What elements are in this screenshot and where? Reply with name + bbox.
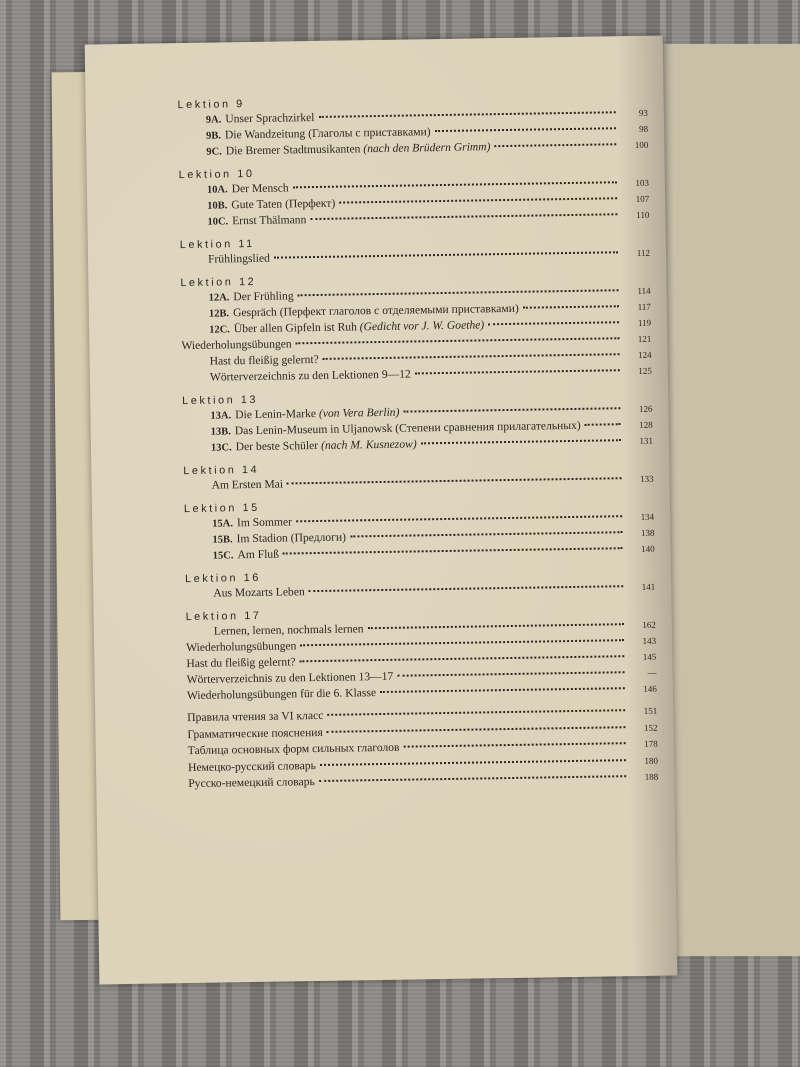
entry-title-text: Hast du fleißig gelernt? <box>186 655 296 671</box>
dot-leader <box>298 288 619 296</box>
page-number: 98 <box>638 123 649 134</box>
entry-title <box>187 724 323 742</box>
entry-number: 10C. <box>207 216 229 228</box>
dot-leader <box>397 670 624 677</box>
lesson-heading: Lektion 13 <box>182 393 259 408</box>
dot-leader <box>415 368 620 374</box>
page-number: 100 <box>634 139 649 150</box>
dot-leader <box>523 304 619 309</box>
page-number: 117 <box>637 301 651 312</box>
page-number: 131 <box>639 435 654 446</box>
page-number: 180 <box>644 755 659 766</box>
entry-number: 9C. <box>206 146 222 158</box>
entry-title-text: Hast du fleißig gelernt? <box>209 352 319 368</box>
entry-title <box>214 621 364 639</box>
page-number: 128 <box>639 419 653 430</box>
page-number: 134 <box>640 511 655 522</box>
entry-title <box>213 584 305 601</box>
dot-leader <box>403 741 625 747</box>
entry-title <box>208 251 270 268</box>
entry-title-text: Die Bremer Stadtmusikanten <box>225 142 361 158</box>
entry-author-note: (nach M. Kusnezow) <box>320 437 417 452</box>
entry-title-text: Немецко-русский словарь <box>187 758 316 774</box>
entry-title-text: Am Fluß <box>237 547 280 562</box>
entry-title-text: Правила чтения за VI класс <box>187 708 324 725</box>
dot-leader <box>327 708 625 716</box>
entry-number: 9A. <box>205 114 222 126</box>
page-number: — <box>647 667 657 678</box>
entry-title-text: Der beste Schüler <box>235 438 319 454</box>
dot-leader <box>296 514 622 522</box>
page-number: 125 <box>638 365 652 376</box>
dot-leader <box>350 530 622 537</box>
entry-title-text: Der Mensch <box>231 181 289 196</box>
page-number: 110 <box>636 209 650 220</box>
entry-title-text: Unser Sprachzirkel <box>225 110 315 126</box>
page-number: 133 <box>639 473 654 484</box>
entry-title <box>187 708 323 726</box>
entry-title <box>210 352 319 370</box>
lesson-heading: Lektion 14 <box>183 463 260 478</box>
entry-title <box>186 654 295 672</box>
entry-title-text: Die Lenin-Marke <box>235 407 317 422</box>
page-number: 93 <box>638 107 648 118</box>
entry-title-text: Gespräch (Перфект глаголов с отделяемыми приставками) <box>232 301 519 320</box>
dot-leader <box>300 638 624 646</box>
dot-leader <box>585 422 621 426</box>
dot-leader <box>327 725 626 733</box>
entry-title-text: Der Frühling <box>233 289 294 304</box>
entry-number: 12C. <box>209 324 230 336</box>
entry-title <box>212 530 346 549</box>
lesson-heading: Lektion 10 <box>178 167 255 182</box>
dot-leader <box>403 406 620 412</box>
page-number: 112 <box>636 247 651 258</box>
page-number: 151 <box>643 705 658 716</box>
dot-leader <box>293 180 617 188</box>
lesson-heading: Lektion 17 <box>185 609 262 624</box>
lesson-heading: Lektion 9 <box>177 98 245 112</box>
page-number: 141 <box>641 581 656 592</box>
dot-leader <box>421 438 621 444</box>
dot-leader <box>287 476 622 484</box>
entry-number: 10B. <box>207 200 228 212</box>
dot-leader <box>435 126 616 132</box>
entry-author-note: (nach den Brüdern Grimm) <box>363 140 491 156</box>
dot-leader <box>368 622 624 629</box>
entry-title-text: Aus Mozarts Leben <box>213 585 305 600</box>
entry-title-text: Таблица основных форм сильных глаголов <box>187 740 400 758</box>
dot-leader <box>320 758 626 766</box>
entry-title-text: Wiederholungsübungen für die 6. Klasse <box>186 686 377 703</box>
entry-number: 15C. <box>212 550 234 562</box>
lesson-heading: Lektion 16 <box>184 571 261 586</box>
dot-leader <box>299 654 624 662</box>
entry-number: 13C. <box>210 442 232 454</box>
entry-title-text: Das Lenin-Museum in Uljanowsk (Степени сравнения прилагательных) <box>234 418 581 438</box>
entry-title-text: Die Wandzeitung (Глаголы с приставками) <box>224 125 431 142</box>
page-number: 143 <box>642 635 657 646</box>
entry-title-text: Über allen Gipfeln ist Ruh <box>233 320 357 336</box>
dot-leader <box>488 320 619 325</box>
page-number: 124 <box>638 349 652 360</box>
entry-title <box>211 436 417 456</box>
entry-number: 15A. <box>212 518 234 530</box>
page-number: 103 <box>635 177 649 188</box>
entry-title <box>211 477 283 494</box>
entry-title <box>181 336 292 354</box>
page-number: 107 <box>635 193 650 204</box>
page-number: 146 <box>643 683 657 694</box>
entry-title <box>210 367 411 386</box>
entry-title <box>186 638 297 656</box>
page-number: 178 <box>644 738 658 749</box>
page-number: 188 <box>644 771 659 782</box>
entry-title-text: Lernen, lernen, nochmals lernen <box>213 622 364 638</box>
entry-title <box>188 740 400 759</box>
entry-title <box>213 547 280 565</box>
entry-number: 9B. <box>206 130 222 142</box>
dot-leader <box>494 142 616 147</box>
entry-title-text: Wörterverzeichnis zu den Lektionen 13—17 <box>186 669 394 687</box>
lesson-heading: Lektion 12 <box>180 275 257 290</box>
entry-title-text: Wiederholungsübungen <box>181 337 292 353</box>
page-number: 126 <box>638 403 653 414</box>
dot-leader <box>310 212 617 220</box>
dot-leader <box>319 774 627 782</box>
page-number: 138 <box>640 527 655 538</box>
lesson-heading: Lektion 15 <box>183 501 260 516</box>
page-number: 152 <box>643 722 658 733</box>
dot-leader <box>274 250 618 258</box>
dot-leader <box>309 584 624 592</box>
page-number: 162 <box>642 619 656 630</box>
entry-title-text: Gute Taten (Перфект) <box>231 196 336 212</box>
entry-number: 10A. <box>206 184 228 196</box>
dot-leader <box>283 546 623 554</box>
entry-number: 12B. <box>208 308 230 320</box>
dot-leader <box>296 336 620 344</box>
page-number: 114 <box>637 285 651 296</box>
page-number: 119 <box>637 317 652 328</box>
entry-title-text: Грамматические пояснения <box>187 725 323 741</box>
dot-leader <box>339 196 617 203</box>
table-of-contents <box>178 91 659 793</box>
book-page <box>85 36 678 985</box>
page-number: 121 <box>637 333 652 344</box>
entry-title <box>188 758 316 776</box>
dot-leader <box>318 110 615 118</box>
entry-number: 13B. <box>210 426 231 438</box>
entry-title-text: Ernst Thälmann <box>232 213 307 228</box>
entry-title-text: Im Stadion (Предлоги) <box>236 530 347 546</box>
entry-number: 12A. <box>208 292 230 304</box>
entry-title <box>207 212 306 231</box>
page-number: 140 <box>641 543 655 554</box>
entry-title-text: Wörterverzeichnis zu den Lektionen 9—12 <box>209 367 411 384</box>
entry-author-note: (von Vera Berlin) <box>318 405 400 420</box>
entry-title-text: Im Sommer <box>236 515 293 530</box>
entry-number: 15B. <box>212 534 233 546</box>
entry-title-text: Wiederholungsübungen <box>186 639 297 655</box>
entry-title-text: Am Ersten Mai <box>211 477 284 492</box>
dot-leader <box>380 686 625 693</box>
entry-number: 13A. <box>210 410 232 422</box>
page-number: 145 <box>642 651 657 662</box>
entry-title-text: Frühlingslied <box>207 251 270 266</box>
entry-title-text: Русско-немецкий словарь <box>188 775 315 791</box>
lesson-heading: Lektion 11 <box>179 237 255 252</box>
entry-title <box>188 774 315 792</box>
entry-title <box>206 139 490 160</box>
entry-title <box>187 685 376 704</box>
dot-leader <box>323 352 620 360</box>
entry-author-note: (Gedicht vor J. W. Goethe) <box>359 318 485 334</box>
